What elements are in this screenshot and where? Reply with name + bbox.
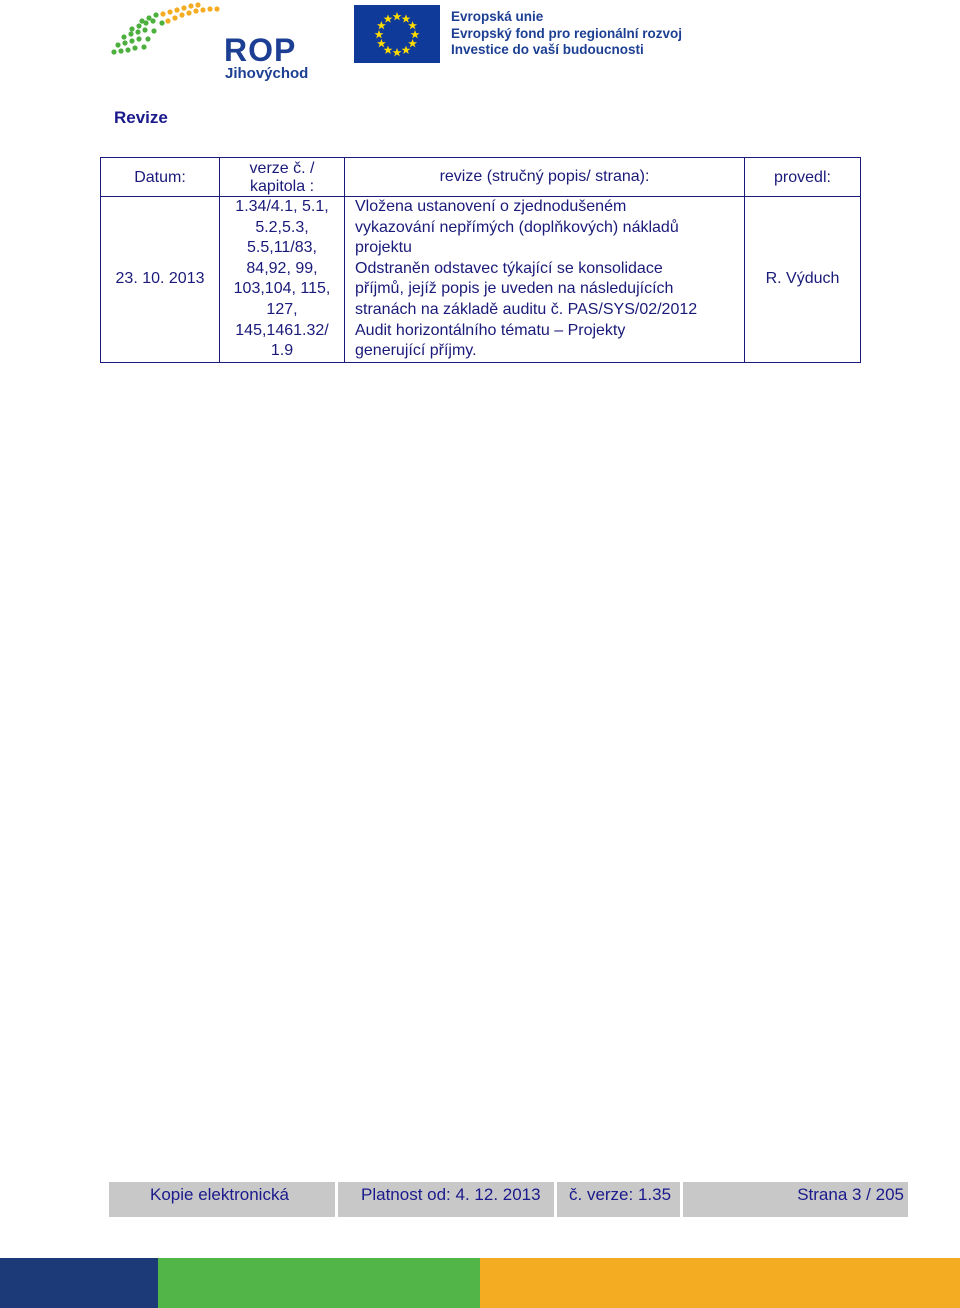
header-author: provedl: bbox=[745, 158, 861, 197]
header-version bbox=[220, 158, 345, 197]
footer-version: č. verze: 1.35 bbox=[557, 1182, 680, 1217]
row-date: 23. 10. 2013 bbox=[101, 197, 220, 363]
section-title: Revize bbox=[114, 108, 168, 127]
row-version bbox=[220, 197, 345, 363]
rop-logo-subtitle: Jihovýchod bbox=[225, 65, 309, 82]
rop-logo-title: ROP bbox=[224, 32, 297, 68]
revision-table bbox=[100, 157, 861, 363]
row-version-line: 5.5,11/83, bbox=[247, 239, 317, 257]
page-footer bbox=[109, 1182, 908, 1217]
header-version-line: verze č. / bbox=[249, 160, 315, 177]
eu-logo-text bbox=[451, 9, 682, 59]
row-description-line: stranách na základě auditu č. PAS/SYS/02/2012 bbox=[355, 300, 698, 318]
table-header-row bbox=[101, 158, 861, 197]
header-date: Datum: bbox=[101, 158, 220, 197]
row-version-line: 145,1461.32/ bbox=[235, 321, 329, 339]
rop-dots-icon bbox=[108, 2, 228, 64]
row-version-line: 84,92, 99, bbox=[246, 259, 318, 277]
row-version-line: 103,104, 115, bbox=[233, 280, 331, 298]
strip-green-segment bbox=[158, 1258, 480, 1308]
footer-valid-from: Platnost od: 4. 12. 2013 bbox=[338, 1182, 554, 1217]
row-description-line: Audit horizontálního tématu – Projekty bbox=[355, 321, 626, 339]
row-description-line: generující příjmy. bbox=[355, 342, 477, 360]
row-description-line: Odstraněn odstavec týkající se konsolidace bbox=[355, 259, 663, 277]
header-description: revize (stručný popis/ strana): bbox=[345, 158, 745, 197]
row-description-line: příjmů, jejíž popis je uveden na následujících bbox=[355, 280, 674, 298]
row-version-line: 1.34/4.1, 5.1, bbox=[235, 198, 329, 215]
row-description-line: Vložena ustanovení o zjednodušeném bbox=[355, 198, 627, 215]
eu-logo-line: Evropská unie bbox=[451, 9, 544, 24]
row-description bbox=[345, 197, 745, 363]
row-version-line: 5.2,5.3, bbox=[255, 218, 309, 236]
footer-page-number: Strana 3 / 205 bbox=[683, 1182, 908, 1217]
row-version-line: 127, bbox=[266, 300, 298, 318]
header-version-line: kapitola : bbox=[249, 178, 315, 195]
row-description-line: vykazování nepřímých (doplňkových) nákladů bbox=[355, 218, 679, 236]
strip-navy-segment bbox=[0, 1258, 158, 1308]
eu-logo-line: Investice do vaší budoucnosti bbox=[451, 42, 644, 57]
color-strip bbox=[0, 1258, 960, 1308]
footer-copy-type: Kopie elektronická bbox=[109, 1182, 335, 1217]
row-description-line: projektu bbox=[355, 239, 412, 257]
eu-logo-line: Evropský fond pro regionální rozvoj bbox=[451, 25, 683, 41]
row-author: R. Výduch bbox=[745, 197, 861, 363]
strip-orange-segment bbox=[480, 1258, 960, 1308]
rop-logo bbox=[108, 2, 318, 84]
row-version-line: 1.9 bbox=[270, 342, 294, 360]
table-row bbox=[101, 197, 861, 363]
eu-flag-icon bbox=[354, 5, 440, 63]
